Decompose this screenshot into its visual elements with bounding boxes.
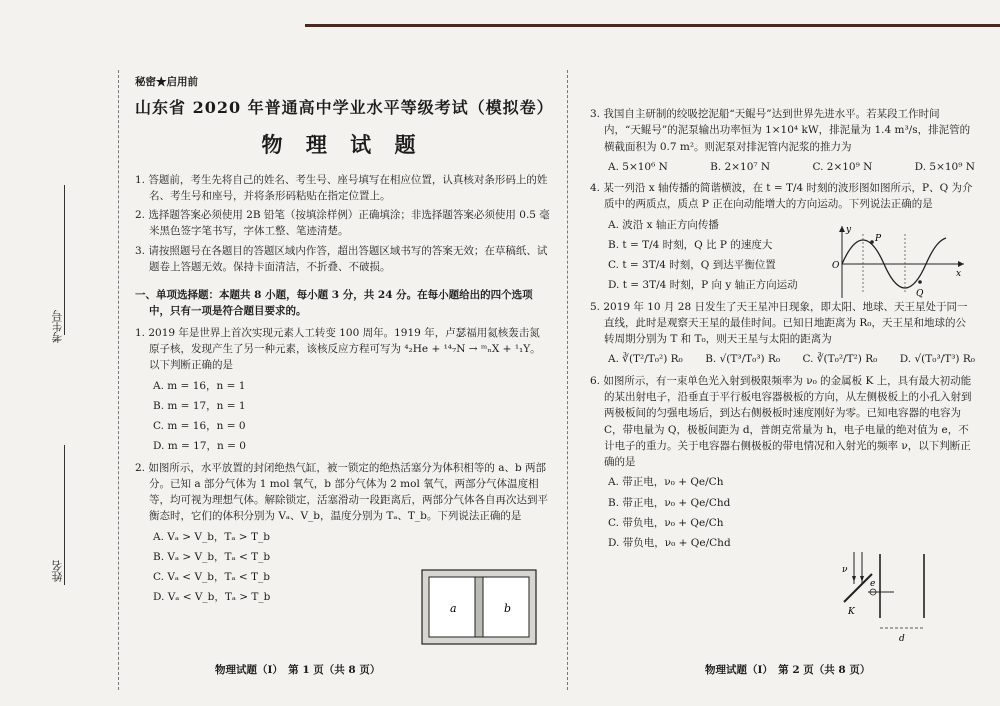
- question-3-stem: 3. 我国自主研制的绞吸挖泥船“天鲲号”达到世界先进水平。若某段工作时间内，“天鲲号”的泥泵输出功率恒为 1×10⁴ kW，排泥量为 1.4 m³/s，排泥管的横截面积为 0.7 m²。则泥泵对排泥管内泥浆的推力为: [590, 108, 971, 153]
- cap-label-e: e: [870, 579, 876, 589]
- q3-option-a: A. 5×10⁶ N: [608, 160, 668, 173]
- metal-plate-k: [844, 574, 872, 602]
- top-edge-bar: [305, 24, 1000, 27]
- binding-rule: [118, 70, 119, 690]
- q5-option-d: D. √(T₀³/T³) R₀: [899, 353, 975, 366]
- fig-label-b: b: [504, 602, 512, 615]
- point-q: [918, 280, 922, 284]
- q6-option-d: D. 带负电，ν₀ + Qe/Chd: [608, 537, 731, 550]
- q2-option-a: A. Vₐ > V_b，Tₐ > T_b: [153, 530, 270, 543]
- page-2: [590, 106, 975, 555]
- question-5-stem: 5. 2019 年 10 月 28 日发生了天王星冲日现象，即太阳、地球、天王星处于同一直线，此时是观察天王星的最佳时间。已知日地距离为 R₀，天王星和地球的公转周期分别为 T 和 T₀，则天王星与太阳的距离为: [590, 300, 968, 346]
- subject-title: 物 理 试 题: [261, 132, 424, 158]
- secret-mark: 秘密★启用前: [135, 76, 198, 88]
- ray-arrow-1: [852, 576, 856, 582]
- cylinder-figure: [420, 568, 538, 646]
- q1-option-b: B. m = 17，n = 1: [153, 399, 246, 412]
- question-4-stem: 4. 某一列沿 x 轴传播的简谐横波，在 t = T/4 时刻的波形图如图所示，P、Q 为介质中的两质点，质点 P 正在向动能增大的方向运动。下列说法正确的是: [590, 182, 973, 211]
- note-1: 1. 答题前，考生先将自己的姓名、考生号、座号填写在相应位置，认真核对条形码上的姓名、考生号和座号，并将条形码粘贴在指定位置上。: [135, 173, 548, 202]
- q5-option-a: A. ∛(T²/T₀²) R₀: [608, 353, 683, 366]
- q5-options: [590, 351, 975, 367]
- y-axis-arrow: [839, 226, 845, 232]
- student-id-label: 考生号: [51, 310, 64, 343]
- q4-options: [590, 217, 815, 294]
- piston: [475, 577, 483, 637]
- wave-label-o: O: [832, 261, 840, 271]
- q4-option-d: D. t = 3T/4 时刻，P 向 y 轴正方向运动: [608, 279, 798, 292]
- ray-arrow-2: [860, 576, 864, 582]
- q6-options: [590, 474, 810, 551]
- wave-label-x: x: [956, 269, 962, 279]
- fig-label-a: a: [450, 602, 457, 615]
- point-p: [870, 240, 874, 244]
- binding-margin: [0, 0, 120, 706]
- page-divider: [567, 70, 568, 690]
- wave-figure: [828, 222, 968, 302]
- wave-label-q: Q: [916, 289, 924, 299]
- q2-option-c: C. Vₐ < V_b，Tₐ < T_b: [153, 571, 270, 584]
- q3-option-d: D. 5×10⁹ N: [914, 160, 975, 173]
- exam-title: 山东省 2020 年普通高中学业水平等级考试（模拟卷）: [135, 98, 554, 118]
- q5-option-c: C. ∛(T₀²/T²) R₀: [802, 353, 878, 366]
- cap-label-d: d: [899, 634, 905, 644]
- wave-label-y: y: [846, 225, 852, 235]
- note-2: 2. 选择题答案必须使用 2B 铅笔（按填涂样例）正确填涂；非选择题答案必须使用 0.5 毫米黑色签字笔书写，字体工整、笔迹清楚。: [135, 209, 550, 238]
- capacitor-figure: [832, 548, 942, 648]
- q4-option-c: C. t = 3T/4 时刻，Q 到达平衡位置: [608, 259, 776, 272]
- question-2-stem: 2. 如图所示，水平放置的封闭绝热气缸，被一锁定的绝热活塞分为体积相等的 a、b 两部分。已知 a 部分气体为 1 mol 氧气，b 部分气体为 2 mol 氧气，两部分气体温度相等，均可视为理想气体。解除锁定，活塞滑动一段距离后，两部分气体各自再次达到平衡态时，它们的体积分别为 Vₐ、V_b，温度分别为 Tₐ、T_b。下列说法正确的是: [135, 461, 548, 523]
- q4-option-a: A. 波沿 x 轴正方向传播: [608, 218, 719, 231]
- q5-option-b: B. √(T³/T₀³) R₀: [705, 353, 781, 366]
- q1-option-a: A. m = 16，n = 1: [153, 379, 246, 392]
- question-1-stem: 1. 2019 年是世界上首次实现元素人工转变 100 周年。1919 年，卢瑟福用氦核轰击氮原子核，发现产生了另一种元素，该核反应方程可写为 ⁴₂He + ¹⁴₇N → ᵐₙX + ¹₁Y。以下判断正确的是: [135, 326, 541, 372]
- q3-options: [590, 159, 975, 175]
- wave-curve: [842, 238, 946, 288]
- q2-option-d: D. Vₐ < V_b，Tₐ > T_b: [153, 591, 271, 604]
- wave-label-p: P: [875, 234, 882, 244]
- q3-option-b: B. 2×10⁷ N: [710, 160, 771, 173]
- q1-option-c: C. m = 16，n = 0: [153, 420, 246, 433]
- question-6-stem: 6. 如图所示，有一束单色光入射到极限频率为 ν₀ 的金属板 K 上，具有最大初动能的某出射电子，沿垂直于平行板电容器极板的方向，从左侧极板上的小孔入射到两极板间的匀强电场后，到达右侧极板时速度刚好为零。已知电容器的电容为 C，带电量为 Q，极板间距为 d，普朗克常量为 h，电子电量的绝对值为 e，不计电子的重力。关于电容器右侧极板的带电情况和入射光的频率 ν，以下判断正确的是: [590, 374, 972, 469]
- q3-option-c: C. 2×10⁹ N: [812, 160, 873, 173]
- page-2-footer: 物理试题（Ⅰ） 第 2 页（共 8 页）: [705, 664, 871, 676]
- q2-option-b: B. Vₐ > V_b，Tₐ < T_b: [153, 550, 271, 563]
- name-label: 姓名: [51, 560, 64, 582]
- page-1-footer: 物理试题（Ⅰ） 第 1 页（共 8 页）: [215, 664, 381, 676]
- section-heading: 一、单项选择题：本题共 8 小题，每小题 3 分，共 24 分。在每小题给出的四个选项中，只有一项是符合题目要求的。: [135, 289, 533, 318]
- q1-option-d: D. m = 17，n = 0: [153, 440, 246, 453]
- q4-option-b: B. t = T/4 时刻，Q 比 P 的速度大: [608, 238, 773, 251]
- page-1: [135, 74, 554, 610]
- q6-option-c: C. 带负电，ν₀ + Qe/Ch: [608, 516, 724, 529]
- cap-label-nu: ν: [842, 565, 848, 575]
- note-3: 3. 请按照题号在各题目的答题区域内作答，超出答题区域书写的答案无效；在草稿纸、试题卷上答题无效。保持卡面清洁，不折叠、不破损。: [135, 244, 548, 273]
- q6-option-b: B. 带正电，ν₀ + Qe/Chd: [608, 496, 731, 509]
- q6-option-a: A. 带正电，ν₀ + Qe/Ch: [608, 476, 724, 489]
- x-axis-arrow: [958, 261, 964, 267]
- cap-label-k: K: [848, 607, 855, 617]
